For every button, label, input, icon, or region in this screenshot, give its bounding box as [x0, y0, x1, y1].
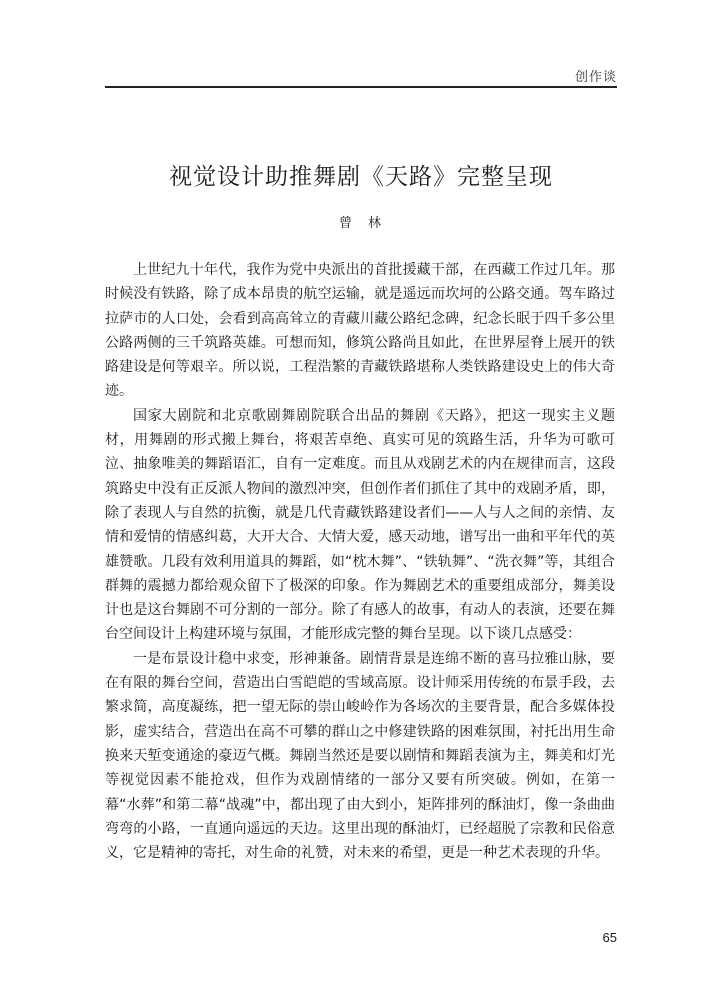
- article-title: 视觉设计助推舞剧《天路》完整呈现: [169, 164, 553, 190]
- paragraph-3: 一是布景设计稳中求变，形神兼备。剧情背景是连绵不断的喜马拉雅山脉，要在有限的舞台空间，营造出白雪皑皑的雪域高原。设计师采用传统的布景手段，去繁求简，高度凝练，把一望无际的崇山峻岭作为各场次的主要背景，配合多媒体投影，虚实结合，营造出在高不可攀的群山之中修建铁路的困难氛围，衬托出用生命换来天堑变通途的豪迈气概。舞剧当然还是要以剧情和舞蹈表演为主，舞美和灯光等视觉因素不能抢戏，但作为戏剧情绪的一部分又要有所突破。例如，在第一幕“水葬”和第二幕“战魂”中，都出现了由大到小，矩阵排列的酥油灯，像一条曲曲弯弯的小路，一直通向遥远的天边。这里出现的酥油灯，已经超脱了宗教和民俗意义，它是精神的寄托，对生命的礼赞，对未来的希望，更是一种艺术表现的升华。: [105, 650, 615, 862]
- article-body: [105, 258, 615, 865]
- header-rule: [105, 86, 617, 88]
- paragraph-1: 上世纪九十年代，我作为党中央派出的首批援藏干部，在西藏工作过几年。那时候没有铁路，除了成本昂贵的航空运输，就是遥远而坎坷的公路交通。驾车路过拉萨市的人口处，会看到高高耸立的青藏川藏公路纪念碑，纪念长眠于四千多公里公路两侧的三千筑路英雄。可想而知，修筑公路尚且如此，在世界屋脊上展开的铁路建设是何等艰辛。所以说，工程浩繁的青藏铁路堪称人类铁路建设史上的伟大奇迹。: [105, 262, 615, 400]
- page-number: 65: [602, 930, 617, 945]
- paragraph-2: 国家大剧院和北京歌剧舞剧院联合出品的舞剧《天路》，把这一现实主义题材，用舞剧的形式搬上舞台，将艰苦卓绝、真实可见的筑路生活，升华为可歌可泣、抽象唯美的舞蹈语汇，自有一定难度。而且从戏剧艺术的内在规律而言，这段筑路史中没有正反派人物间的激烈冲突，但创作者们抓住了其中的戏剧矛盾，即，除了表现人与自然的抗衡，就是几代青藏铁路建设者们——人与人之间的亲情、友情和爱情的情感纠葛，大开大合、大情大爱，感天动地，谱写出一曲和平年代的英雄赞歌。几段有效利用道具的舞蹈，如“枕木舞”、“铁轨舞”、“洗衣舞”等，其组合群舞的震撼力都给观众留下了极深的印象。作为舞剧艺术的重要组成部分，舞美设计也是这台舞剧不可分割的一部分。除了有感人的故事，有动人的表演，还要在舞台空间设计上构建环境与氛围，才能形成完整的舞台呈现。以下谈几点感受：: [105, 407, 615, 643]
- section-label: 创作谈: [574, 70, 617, 85]
- article-author: 曾林: [338, 216, 397, 231]
